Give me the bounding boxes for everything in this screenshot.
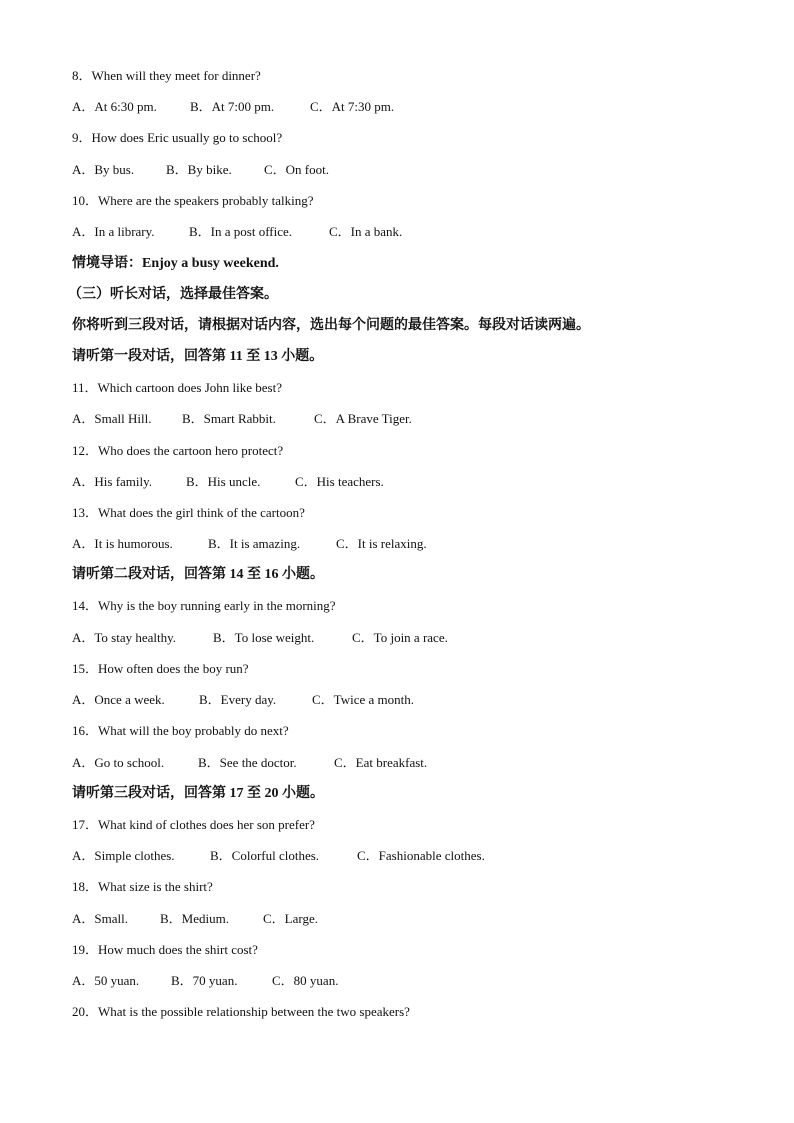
option-b: B．Colorful clothes. bbox=[210, 848, 320, 863]
option-a: A．Go to school. bbox=[72, 755, 165, 770]
section-3-instruction: 你将听到三段对话，请根据对话内容，选出每个问题的最佳答案。每段对话读两遍。 bbox=[72, 318, 590, 333]
option-c: C．Eat breakfast. bbox=[334, 755, 428, 770]
question-9: 9．How does Eric usually go to school? bbox=[72, 130, 283, 145]
question-17: 17．What kind of clothes does her son prefer? bbox=[72, 817, 315, 832]
option-b: B．At 7:00 pm. bbox=[190, 99, 275, 114]
option-c: C．On foot. bbox=[264, 162, 330, 177]
options-8 bbox=[72, 99, 394, 115]
question-15: 15．How often does the boy run? bbox=[72, 661, 249, 676]
section-3-title: （三）听长对话，选择最佳答案。 bbox=[68, 287, 278, 302]
option-a: A．By bus. bbox=[72, 162, 135, 177]
option-a: A．In a library. bbox=[72, 224, 155, 239]
option-a: A．Once a week. bbox=[72, 692, 165, 707]
options-12 bbox=[72, 474, 384, 490]
question-14: 14．Why is the boy running early in the morning? bbox=[72, 598, 336, 613]
option-c: C．To join a race. bbox=[352, 630, 448, 645]
question-12: 12．Who does the cartoon hero protect? bbox=[72, 443, 284, 458]
question-8: 8．When will they meet for dinner? bbox=[72, 68, 261, 83]
question-16: 16．What will the boy probably do next? bbox=[72, 723, 289, 738]
option-c: C．It is relaxing. bbox=[336, 536, 427, 551]
option-a: A．It is humorous. bbox=[72, 536, 173, 551]
question-18: 18．What size is the shirt? bbox=[72, 879, 213, 894]
options-9 bbox=[72, 162, 329, 178]
question-13: 13．What does the girl think of the cartoon? bbox=[72, 505, 305, 520]
option-a: A．To stay healthy. bbox=[72, 630, 177, 645]
option-b: B．By bike. bbox=[166, 162, 232, 177]
question-10: 10．Where are the speakers probably talking? bbox=[72, 193, 314, 208]
option-a: A．At 6:30 pm. bbox=[72, 99, 157, 114]
options-14 bbox=[72, 630, 448, 646]
option-b: B．Medium. bbox=[160, 911, 229, 926]
dialog-1-heading: 请听第一段对话，回答第 11 至 13 小题。 bbox=[72, 349, 324, 364]
option-a: A．His family. bbox=[72, 474, 153, 489]
option-b: B．It is amazing. bbox=[208, 536, 301, 551]
options-10 bbox=[72, 224, 402, 240]
options-16 bbox=[72, 755, 427, 771]
option-b: B．See the doctor. bbox=[198, 755, 297, 770]
question-11: 11．Which cartoon does John like best? bbox=[72, 380, 282, 395]
options-19 bbox=[72, 973, 338, 989]
option-c: C．At 7:30 pm. bbox=[310, 99, 395, 114]
option-a: A．Small. bbox=[72, 911, 128, 926]
dialog-2-heading: 请听第二段对话，回答第 14 至 16 小题。 bbox=[72, 567, 324, 582]
option-a: A．Simple clothes. bbox=[72, 848, 175, 863]
options-15 bbox=[72, 692, 414, 708]
option-b: B．70 yuan. bbox=[171, 973, 238, 988]
question-20: 20．What is the possible relationship between the two speakers? bbox=[72, 1004, 410, 1019]
option-c: C．Large. bbox=[263, 911, 318, 926]
option-b: B．To lose weight. bbox=[213, 630, 315, 645]
option-b: B．His uncle. bbox=[186, 474, 261, 489]
options-17 bbox=[72, 848, 485, 864]
option-c: C．80 yuan. bbox=[272, 973, 339, 988]
option-b: B．Smart Rabbit. bbox=[182, 411, 276, 426]
option-c: C．Twice a month. bbox=[312, 692, 414, 707]
dialog-3-heading: 请听第三段对话，回答第 17 至 20 小题。 bbox=[72, 786, 324, 801]
option-b: B．In a post office. bbox=[189, 224, 293, 239]
option-c: C．In a bank. bbox=[329, 224, 403, 239]
options-13 bbox=[72, 536, 427, 552]
option-c: C．His teachers. bbox=[295, 474, 384, 489]
options-18 bbox=[72, 911, 318, 927]
option-b: B．Every day. bbox=[199, 692, 277, 707]
option-c: C．A Brave Tiger. bbox=[314, 411, 412, 426]
options-11 bbox=[72, 411, 412, 427]
situation-intro: 情境导语：Enjoy a busy weekend. bbox=[72, 256, 279, 271]
option-a: A．50 yuan. bbox=[72, 973, 140, 988]
option-c: C．Fashionable clothes. bbox=[357, 848, 485, 863]
question-19: 19．How much does the shirt cost? bbox=[72, 942, 258, 957]
option-a: A．Small Hill. bbox=[72, 411, 152, 426]
